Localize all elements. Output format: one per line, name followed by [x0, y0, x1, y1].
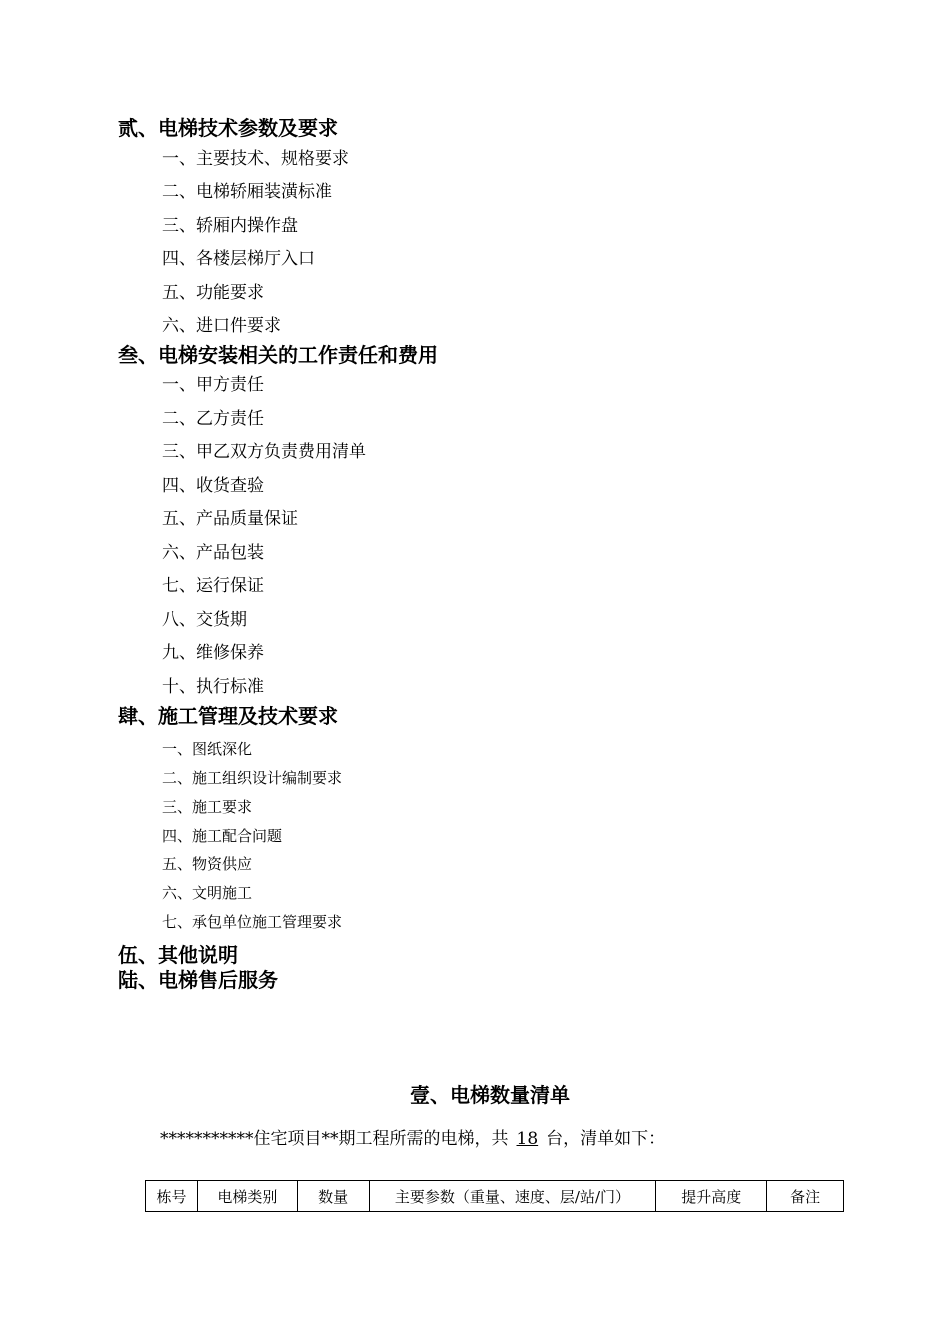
elevator-count: 18 [516, 1129, 539, 1149]
elevator-list-table [145, 1180, 844, 1212]
section-6-heading: 陆、电梯售后服务 [118, 968, 278, 992]
toc-item: 五、产品质量保证 [162, 509, 298, 529]
toc-item: 二、电梯轿厢装潢标准 [162, 182, 332, 202]
toc-item: 五、物资供应 [162, 855, 253, 873]
table-header-row [146, 1181, 844, 1212]
header-main-parameters: 主要参数（重量、速度、层/站/门） [369, 1181, 656, 1212]
toc-item: 二、乙方责任 [162, 409, 264, 429]
toc-item: 五、功能要求 [162, 283, 264, 303]
section-5-heading: 伍、其他说明 [118, 943, 238, 967]
toc-item: 一、主要技术、规格要求 [162, 149, 349, 169]
toc-item: 四、收货查验 [162, 476, 264, 496]
toc-item: 四、施工配合问题 [162, 827, 283, 845]
toc-item: 三、轿厢内操作盘 [162, 216, 298, 236]
toc-item: 六、文明施工 [162, 884, 253, 902]
toc-item: 七、承包单位施工管理要求 [162, 913, 343, 931]
toc-item: 一、图纸深化 [162, 740, 253, 758]
header-lift-height: 提升高度 [656, 1181, 767, 1212]
toc-item: 三、施工要求 [162, 798, 253, 816]
toc-item: 一、甲方责任 [162, 375, 264, 395]
header-quantity: 数量 [297, 1181, 369, 1212]
section-4-heading: 肆、施工管理及技术要求 [118, 704, 338, 728]
toc-item: 九、维修保养 [162, 643, 264, 663]
toc-item: 三、甲乙双方负责费用清单 [162, 442, 366, 462]
header-elevator-type: 电梯类别 [197, 1181, 297, 1212]
header-remarks: 备注 [767, 1181, 844, 1212]
toc-item: 七、运行保证 [162, 576, 264, 596]
header-building-no: 栋号 [146, 1181, 198, 1212]
toc-item: 十、执行标准 [162, 677, 264, 697]
toc-item: 二、施工组织设计编制要求 [162, 769, 343, 787]
intro-text-before: ***********住宅项目**期工程所需的电梯，共 [160, 1129, 509, 1149]
intro-text-after: 台，清单如下： [546, 1129, 666, 1149]
toc-item: 六、产品包装 [162, 543, 264, 563]
section-3-heading: 叁、电梯安装相关的工作责任和费用 [118, 343, 438, 367]
toc-item: 六、进口件要求 [162, 316, 281, 336]
toc-item: 八、交货期 [162, 610, 247, 630]
section-1-title: 壹、电梯数量清单 [410, 1083, 570, 1107]
intro-paragraph [160, 1127, 665, 1151]
section-2-heading: 贰、电梯技术参数及要求 [118, 116, 338, 140]
toc-item: 四、各楼层梯厅入口 [162, 249, 315, 269]
